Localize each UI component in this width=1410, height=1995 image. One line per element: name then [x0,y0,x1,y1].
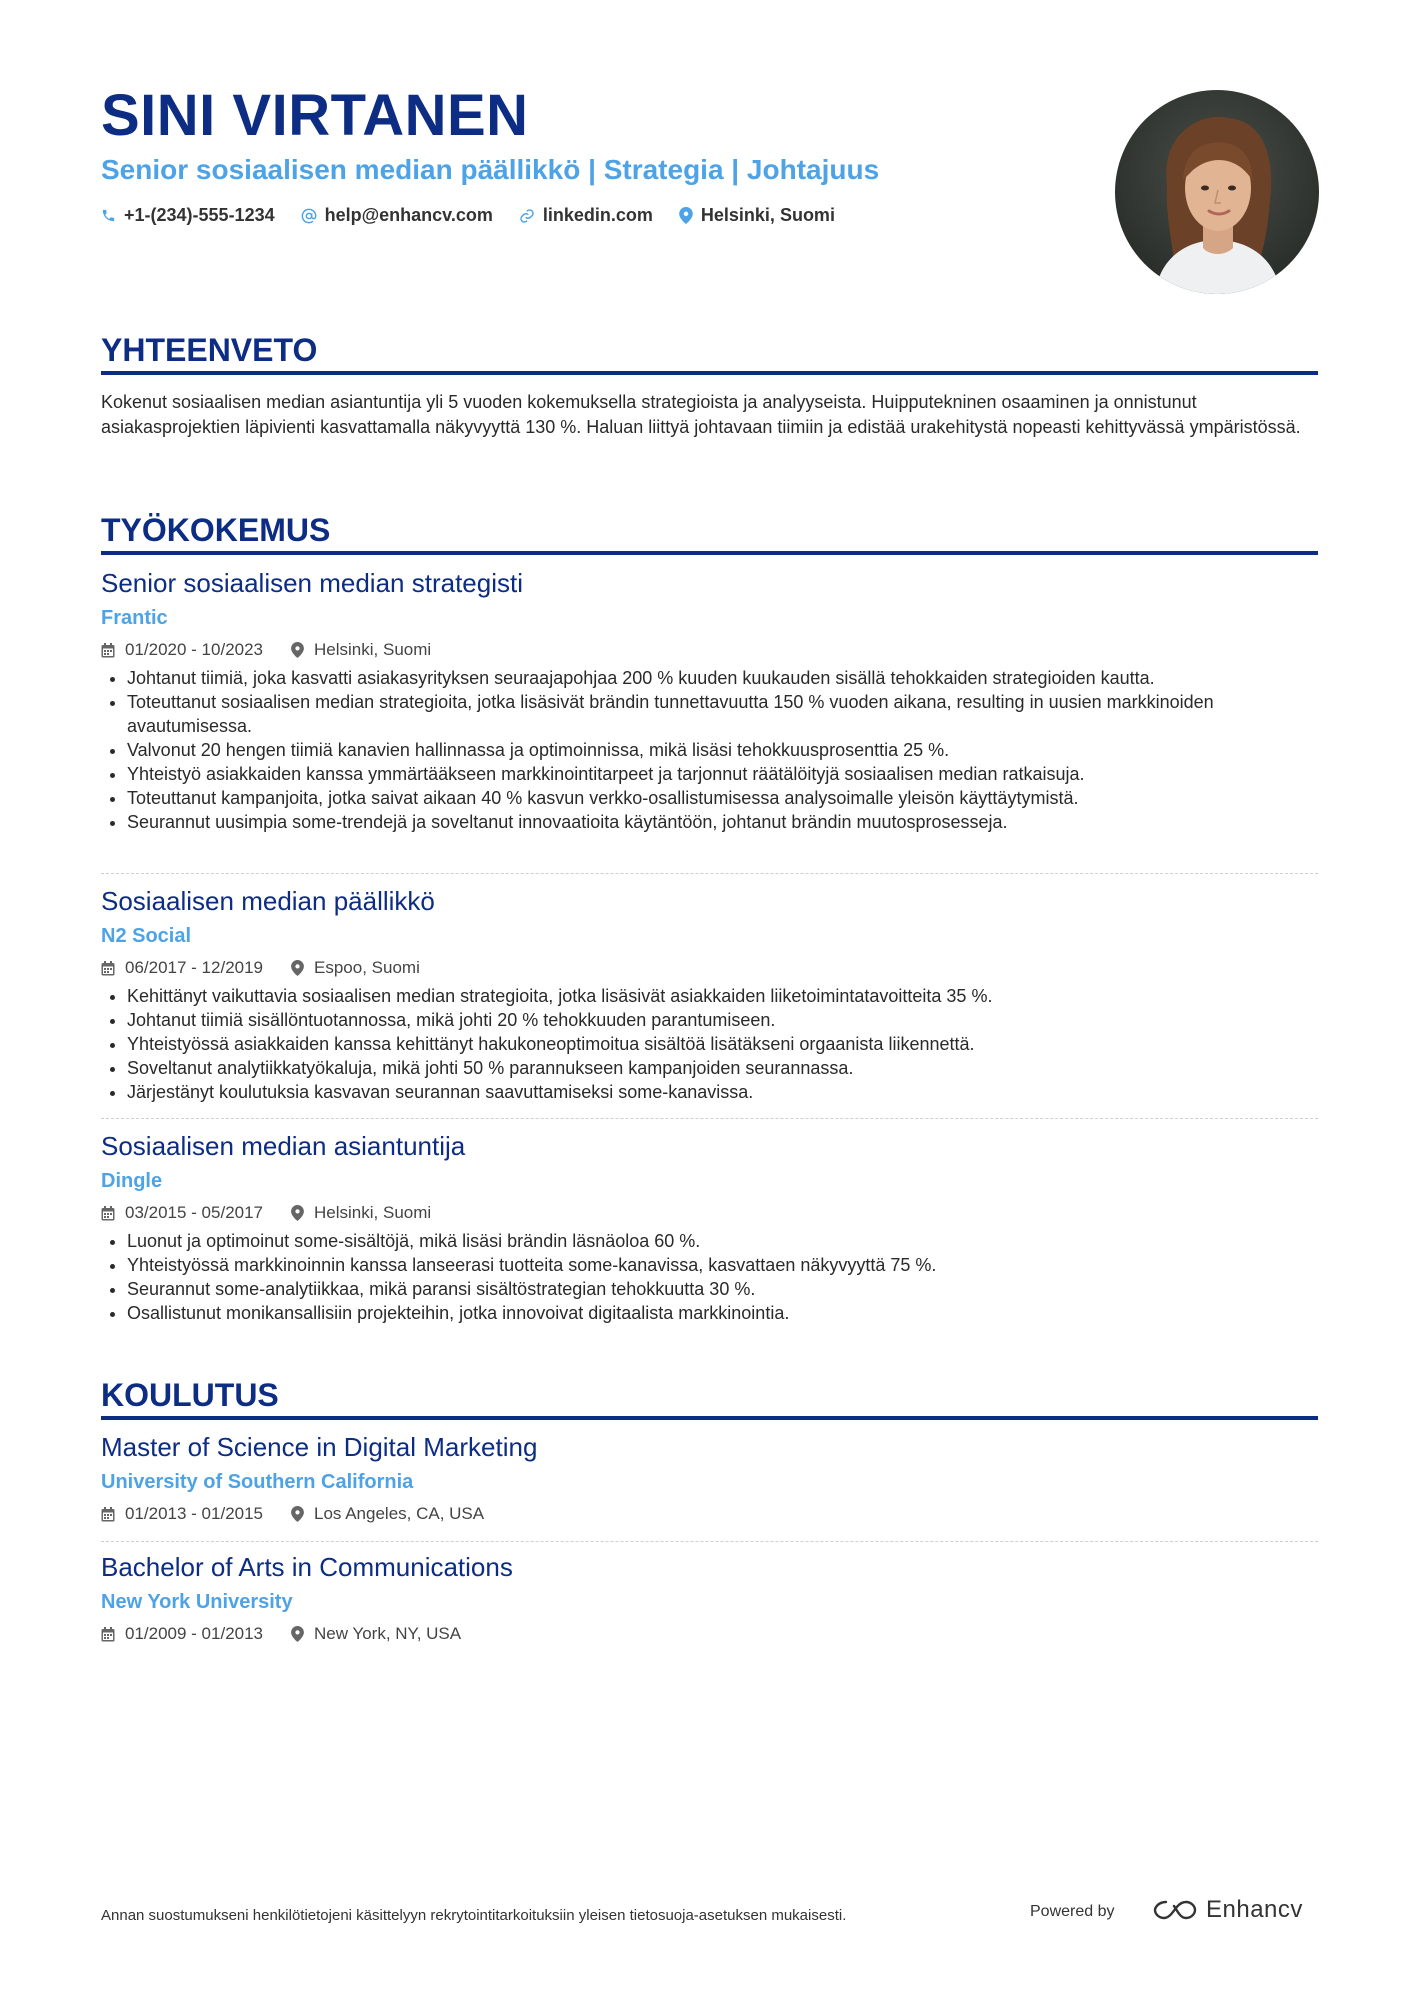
experience-divider [101,551,1318,555]
gdpr-consent-text: Annan suostumukseni henkilötietojeni käsittelyyn rekrytointitarkoituksiin yleisen tietosuoja-asetuksen mukaisesti. [101,1907,847,1924]
bullet-item: • Johtanut tiimiä, joka kasvatti asiakasyrityksen seuraajapohjaa 200 % kuuden kuukauden sisällä tehokkaiden strategioiden kautta. [127,666,1318,690]
job-dates [101,1201,263,1225]
education-meta [101,1502,1318,1526]
bullet-item: • Osallistunut monikansallisiin projekteihin, jotka innovoivat digitaalista markkinointia. [127,1301,1318,1325]
calendar-icon [101,1507,115,1522]
education-location-text: New York, NY, USA [314,1624,462,1643]
entry-separator [101,1541,1318,1542]
bullet-item: • Yhteistyössä markkinoinnin kanssa lanseerasi tuotteita some-kanavissa, kasvattaen näkyvyyttä 75 %. [127,1253,1318,1277]
education-dates [101,1502,263,1526]
calendar-icon [101,1627,115,1642]
calendar-icon [101,1206,115,1221]
job-bullets [101,666,1318,834]
education-divider [101,1416,1318,1420]
bullet-item: • Luonut ja optimoinut some-sisältöjä, mikä lisäsi brändin läsnäoloa 60 %. [127,1229,1318,1253]
bullet-item: • Soveltanut analytiikkatyökaluja, mikä johti 50 % parannukseen kampanjoiden seurannassa. [127,1056,1318,1080]
enhancv-logo[interactable] [1152,1896,1303,1924]
bullet-item: • Toteuttanut kampanjoita, jotka saivat aikaan 40 % kasvun verkko-osallistumisessa analysoimalle yleisön käyttäytymistä. [127,786,1318,810]
education-dates-text: 01/2013 - 01/2015 [125,1504,264,1523]
entry-separator [101,873,1318,874]
summary-heading: YHTEENVETO [101,332,318,368]
location-pin-icon [291,1626,304,1642]
bullet-item: • Seurannut uusimpia some-trendejä ja soveltanut innovaatioita käytäntöön, johtanut brändin muutosprosesseja. [127,810,1318,834]
email-text: help@enhancv.com [324,205,493,225]
link-icon [519,208,535,224]
job-entry [101,884,1318,1104]
job-title: Sosiaalisen median asiantuntija [101,1131,466,1161]
summary-divider [101,371,1318,375]
company-name: N2 Social [101,925,192,947]
contact-location [679,205,835,226]
job-location-text: Helsinki, Suomi [314,1203,432,1222]
job-location-text: Helsinki, Suomi [314,640,432,659]
job-dates [101,638,263,662]
location-pin-icon [291,642,304,658]
location-pin-icon [291,1506,304,1522]
education-location [291,1502,484,1526]
job-location-text: Espoo, Suomi [314,958,420,977]
candidate-headline: Senior sosiaalisen median päällikkö | Strategia | Johtajuus [101,154,880,185]
job-dates-text: 06/2017 - 12/2019 [125,958,264,977]
education-location-text: Los Angeles, CA, USA [314,1504,485,1523]
company-name: Dingle [101,1170,163,1192]
job-title: Sosiaalisen median päällikkö [101,886,435,916]
location-pin-icon [291,960,304,976]
enhancv-logo-icon [1152,1898,1198,1922]
location-pin-icon [679,207,693,224]
job-entry [101,566,1318,834]
job-dates-text: 01/2020 - 10/2023 [125,640,264,659]
education-entry [101,1430,1318,1526]
education-location [291,1622,461,1646]
education-meta [101,1622,1318,1646]
bullet-item: • Johtanut tiimiä sisällöntuotannossa, mikä johti 20 % tehokkuuden parantumiseen. [127,1008,1318,1032]
experience-heading: TYÖKOKEMUS [101,512,331,548]
bullet-item: • Yhteistyössä asiakkaiden kanssa kehittänyt hakukoneoptimoitua sisältöä lisätäkseni orgaanista liikennettä. [127,1032,1318,1056]
location-text: Helsinki, Suomi [700,205,835,225]
job-dates-text: 03/2015 - 05/2017 [125,1203,264,1222]
entry-separator [101,1118,1318,1119]
bullet-item: • Seurannut some-analytiikkaa, mikä paransi sisältöstrategian tehokkuutta 30 %. [127,1277,1318,1301]
phone-text: +1-(234)-555-1234 [124,205,275,225]
job-location [291,956,420,980]
brand-name: Enhancv [1206,1896,1303,1923]
contact-phone[interactable] [101,205,275,226]
profile-photo [1115,90,1319,294]
bullet-item: • Kehittänyt vaikuttavia sosiaalisen median strategioita, jotka lisäsivät asiakkaiden liiketoimintatavoitteita 35 %. [127,984,1318,1008]
summary-text: Kokenut sosiaalisen median asiantuntija yli 5 vuoden kokemuksella strategioista ja analyyseista. Huipputekninen osaaminen ja onnistunut asiakasprojektien läpivienti kasvattamalla näkyvyyttä 130 %. Haluan liittyä johtavaan tiimiin ja edistää urakehitystä nopeasti kehittyvässä ympäristössä. [101,392,1301,437]
contact-linkedin[interactable] [519,205,653,226]
bullet-item: • Yhteistyö asiakkaiden kanssa ymmärtääkseen markkinointitarpeet ja tarjonnut räätälöityjä sosiaalisen median ratkaisuja. [127,762,1318,786]
job-meta [101,956,1318,980]
powered-by-label: Powered by [1030,1903,1115,1920]
job-meta [101,638,1318,662]
school-name: New York University [101,1591,293,1613]
phone-icon [101,208,116,223]
at-sign-icon [301,208,317,224]
bullet-item: • Järjestänyt koulutuksia kasvavan seurannan saavuttamiseksi some-kanavissa. [127,1080,1318,1104]
candidate-name: SINI VIRTANEN [101,83,529,148]
job-entry [101,1129,1318,1325]
linkedin-text: linkedin.com [542,205,653,225]
education-entry [101,1550,1318,1646]
job-meta [101,1201,1318,1225]
job-location [291,1201,431,1225]
job-location [291,638,431,662]
job-dates [101,956,263,980]
job-title: Senior sosiaalisen median strategisti [101,568,523,598]
education-heading: KOULUTUS [101,1377,279,1413]
bullet-item: • Valvonut 20 hengen tiimiä kanavien hallinnassa ja optimoinnissa, mikä lisäsi tehokkuusprosenttia 25 %. [127,738,1318,762]
degree-title: Master of Science in Digital Marketing [101,1432,538,1462]
education-dates [101,1622,263,1646]
school-name: University of Southern California [101,1471,414,1493]
degree-title: Bachelor of Arts in Communications [101,1552,513,1582]
education-dates-text: 01/2009 - 01/2013 [125,1624,264,1643]
job-bullets [101,1229,1318,1325]
contact-bar [101,205,861,226]
company-name: Frantic [101,607,168,629]
job-bullets [101,984,1318,1104]
location-pin-icon [291,1205,304,1221]
calendar-icon [101,961,115,976]
bullet-item: • Toteuttanut sosiaalisen median strategioita, jotka lisäsivät brändin tunnettavuutta 150 % vuoden aikana, resulting in uusien markkinoiden avautumisessa. [127,690,1318,738]
calendar-icon [101,643,115,658]
contact-email[interactable] [301,205,493,226]
